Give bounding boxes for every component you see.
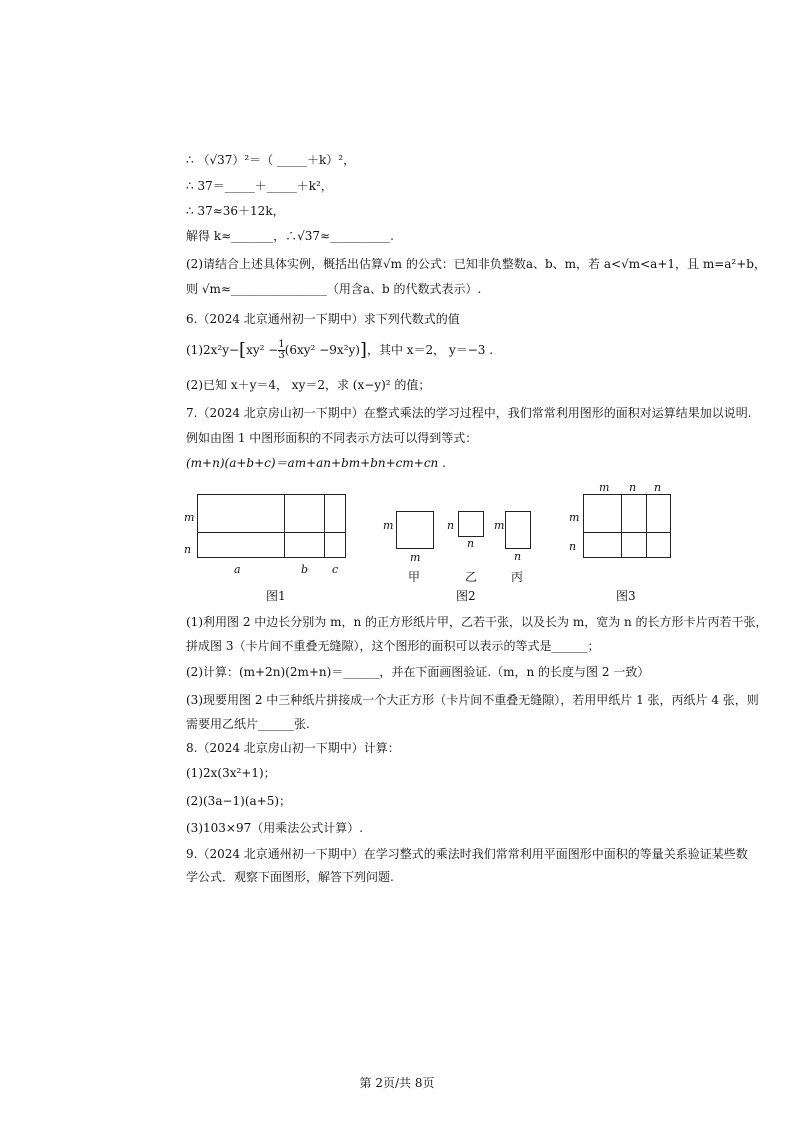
fig3-label-m: m xyxy=(569,511,580,524)
fig2-label-m-bing: m xyxy=(494,519,505,532)
text-line: (3)现要用图 2 中三种纸片拼接成一个大正方形（卡片间不重叠无缝隙），若用甲纸片 1 张，丙纸片 4 张，则 xyxy=(186,693,759,707)
bracket-part-b: (6xy² −9x²y) xyxy=(284,343,360,357)
fig2-caption: 图2 xyxy=(456,589,476,603)
fig1-label-a: a xyxy=(234,563,241,576)
question-9-heading: 9.（2024 北京通州初一下期中）在学习整式的乘法时我们常常利用平面图形中面积的等量关系验证某些数 xyxy=(186,847,748,861)
page-footer: 第 2页/共 8页 xyxy=(359,1076,435,1090)
fig3-top-label-n2: n xyxy=(654,481,662,494)
question-7-heading: 7.（2024 北京房山初一下期中）在整式乘法的学习过程中，我们常常利用图形的面积对运算结果加以说明. xyxy=(186,406,752,420)
text-line: 拼成图 3（卡片间不重叠无缝隙），这个图形的面积可以表示的等式是______； xyxy=(186,639,600,653)
fig2-square-yi xyxy=(458,511,484,537)
text-line: 例如由图 1 中图形面积的不同表示方法可以得到等式： xyxy=(186,431,478,445)
fig2-label-bing: 丙 xyxy=(511,570,524,584)
fraction-denominator: 3 xyxy=(278,350,285,361)
fig1-label-b: b xyxy=(301,563,309,576)
fig1-label-m: m xyxy=(184,511,195,524)
text-line: 则 √m≈________________（用含a、b 的代数式表示）. xyxy=(186,282,482,296)
equation-line: (m+n)(a+b+c)＝am+an+bm+bn+cm+cn . xyxy=(186,456,446,470)
text-line: (1)利用图 2 中边长分别为 m，n 的正方形纸片甲，乙若干张，以及长为 m，宽为 n 的长方形卡片丙若干张， xyxy=(186,615,768,629)
expression-line xyxy=(186,338,493,363)
text-line: 学公式．观察下面图形，解答下列问题. xyxy=(186,870,394,884)
text-line: (2)已知 x＋y＝4， xy＝2，求 (x−y)² 的值； xyxy=(186,378,431,392)
left-bracket: [ xyxy=(239,339,247,361)
question-8-heading: 8.（2024 北京房山初一下期中）计算： xyxy=(186,741,400,755)
fig2-label-n-bing: n xyxy=(514,550,522,563)
text-line: (3)103×97（用乘法公式计算）. xyxy=(186,821,364,835)
expr-suffix: ，其中 x＝2， y＝−3 . xyxy=(366,343,494,357)
text-line: (1)2x(3x²+1)； xyxy=(186,766,276,780)
fig1-vertical-divider-b xyxy=(284,494,285,558)
fig3-vertical-divider-2 xyxy=(646,494,647,558)
fig1-label-n: n xyxy=(184,543,192,556)
fig2-label-yi: 乙 xyxy=(465,570,478,584)
expr-prefix: (1)2x²y− xyxy=(186,343,240,357)
bracket-part-a: xy² − xyxy=(246,343,279,357)
fig2-label-n-bottom: n xyxy=(467,537,475,550)
fig3-rectangle xyxy=(583,494,671,558)
fraction-numerator: 1 xyxy=(278,339,285,350)
fig1-vertical-divider-c xyxy=(324,494,325,558)
fig3-top-label-m: m xyxy=(599,481,610,494)
fig3-top-label-n1: n xyxy=(629,481,637,494)
fig3-caption: 图3 xyxy=(616,589,636,603)
text-line: ∴ （√37）²＝（ _____＋k）²， xyxy=(186,153,356,167)
fig3-horizontal-divider xyxy=(583,532,671,533)
fig1-caption: 图1 xyxy=(266,589,286,603)
fig2-label-m-bottom: m xyxy=(410,551,421,564)
fig3-vertical-divider-1 xyxy=(621,494,622,558)
fig2-label-n-left: n xyxy=(447,519,455,532)
fig2-label-m-left: m xyxy=(383,519,394,532)
fig2-rect-bing xyxy=(505,511,531,549)
text-line: ∴ 37＝_____＋_____＋k²， xyxy=(186,179,333,193)
text-line: 需要用乙纸片______张. xyxy=(186,717,310,731)
fig2-square-jia xyxy=(396,511,434,549)
text-line: (2)计算：(m+2n)(2m+n)＝______，并在下面画图验证.（m，n 的长度与图 2 一致） xyxy=(186,665,650,679)
text-line: (2)(3a−1)(a+5)； xyxy=(186,794,292,808)
text-line: 解得 k≈_______，∴√37≈__________. xyxy=(186,229,394,243)
question-6-heading: 6.（2024 北京通州初一下期中）求下列代数式的值 xyxy=(186,312,460,326)
text-line: (2)请结合上述具体实例，概括出估算√m 的公式：已知非负整数a、b、m，若 a<√m<a+1，且 m=a²+b， xyxy=(186,257,766,271)
fig2-label-jia: 甲 xyxy=(408,570,421,584)
fig3-label-n: n xyxy=(569,540,577,553)
right-bracket: ] xyxy=(359,339,367,361)
text-line: ∴ 37≈36＋12k， xyxy=(186,204,285,218)
fig1-label-c: c xyxy=(332,563,339,576)
